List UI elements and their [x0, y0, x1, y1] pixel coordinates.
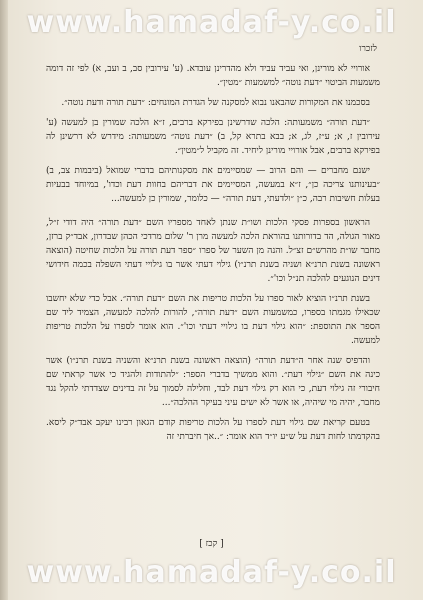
paragraph: בטעם קריאת שם גילוי דעת לספרו על הלכות טריפות קודם הגאון רבינו יעקב אבד״ק ליסא. בהקדמתו לחות דעת על ש״ע יו״ד הוא אומר: ״..אך חיברתי זה — [46, 418, 380, 442]
paragraph: בסכמנו את המקורות שהבאנו נבוא למסקנה של הגדרת המונחים: ״דעת תורה ודעת נוטה״. — [61, 98, 370, 108]
running-head: לזכרו — [359, 44, 377, 54]
watermark-top: www.hamadaf-y.co.il — [26, 5, 397, 40]
paragraph: והדפיס שנה אחר ה״דעת תורה״ (הוצאה ראשונה בשנת תרנ״א והשניה בשנת תרנ״ו) אשר כינה את השם ״גילוי דעת״. והוא ממשיך בדברי הספר: ״להתודות ולהגיד כי אשר קראתי שם חיבורי זה גילוי דעת, כי הוא רק גילוי דעת לבד, וחלילה לסמוך על זה בדינים שצדדתי להקל נגד מחבר, יהיה מי שיהיה, או אשר לא ישים עיני בעיקר ההלכה״... — [46, 356, 380, 408]
paragraph: בשנת תרנ״ו הוציא לאור ספרו על הלכות טריפות את השם ״דעת תורה״. אבל כדי שלא יחשבו שכאילו מגמתו בספרו, כמשמעות השם ״דעת תורה״, להורות להלכה למעשה, הצמיד ליד שם הספר את התוספת: ״הוא גילוי דעת בו גילויי דעתי וכו'״. הוא אומר לספרו על הלכות טריפות למעשה. — [46, 294, 380, 346]
paragraph: ״דעת תורה״ משמעותה: הלכה שדרשינן בפירקא ברבים, ז״א הלכה שמורין בן למעשה (ע' עירובין ז, א; ע״ז, לג, א; בבא בתרא קל, ב) ״דעת נוטה״ משמעותה: מידרש לא דרשינן לה בפירקא ברבים, אבל אורויי מורינן ליחיד. זה מקביל ל״מטין״. — [46, 118, 380, 156]
paragraph: הראשון בספרות פסקי הלכות ושו״ת שנתן לאחד מספריו השם ״דעת תורה״ היה דודי ז״ל, מאור הגולה, הד בדורותנו בהוראת הלכה למעשה מרן ר' שלום מרדכי הכהן שבדרון, אבד״ק ברזן, מחבר שו״ת מהרש״ם זצ״ל. והנה מן השער של ספרו ״ספר דעת תורה על הלכות שחיטה (הוצאה ראשונה בשנת תרנ״א ושניה בשנת תרנ״ו) גילוי דעתי אשר בו גילויי דעתי השפלה בכמה חידושי דינים הנוגעים להלכה תנ״ל וכו'״. — [46, 218, 380, 284]
paragraph: ישנם מחברים — והם הרוב — שמסיימים את מסקנותיהם בדברי שמואל (ביבמות צב, ב) ״בעינותנו צריכה כן״, ז״א במעשה, המסיימים את דבריהם בחוות דעת וכדו', במיוחד בבעיות בעלות חשיבות רבה, כ״ן ״ולדעתי, דעת תורה״ — כלומר, שמורין כן למעשה... — [46, 166, 380, 204]
body-text — [46, 62, 380, 450]
paragraph: אורויי לא מורינן, ואי עביד עביד ולא מהדרינן עובדא. (ע' עירובין סב, ב ועב, א) לפי זה דומה משמעות הביטוי ״דעת נוטה״ למשמעות ״מטין״. — [46, 64, 380, 88]
book-spine-shadow — [0, 0, 8, 600]
watermark-bottom: www.hamadaf-y.co.il — [26, 555, 397, 590]
page-number: [ קכז ] — [199, 539, 224, 549]
